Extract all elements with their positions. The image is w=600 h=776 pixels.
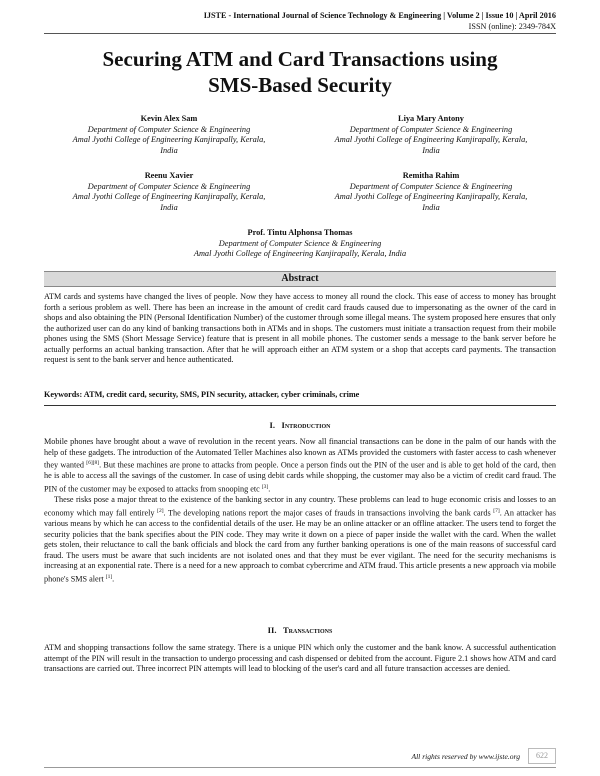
author-country: India [422,202,440,212]
author-college: Amal Jyothi College of Engineering Kanjirapally, Kerala, India [193,249,407,259]
section-body [44,437,556,585]
author-dept: Department of Computer Science & Engineering [349,124,513,134]
author-block [44,114,294,156]
author-name: Prof. Tintu Alphonsa Thomas [247,228,353,237]
paragraph: ATM and shopping transactions follow the same strategy. There is a unique PIN which only the customer and the bank know. A successful authentication attempt of the PIN will result in the transaction to undergo processing and cash dispensed or debited from the account. Figure 2.1 shows how ATM and card transactions are carried out. Three incorrect PIN attempts will lead to blocking of the user's card and all future transaction accesses are denied. [44,643,556,674]
journal-header: IJSTE - International Journal of Science Technology & Engineering | Volume 2 | Issue 10 | April 2016 [203,11,556,20]
author-dept: Department of Computer Science & Engineering [87,181,251,191]
author-college: Amal Jyothi College of Engineering Kanjirapally, Kerala, [334,192,528,202]
author-country: India [160,202,178,212]
paragraph: Mobile phones have brought about a wave of revolution in the recent years. Now all financial transactions can be done in the palm of our hands with the help of these gadgets. The introduction of the Automated Teller Machines also known as ATMs provided the customers with faster access to cash whenever they wanted [6][8]. But these machines are prone to attacks from people. Once a person finds out the PIN of the user and is able to get hold of the card, then he is able to access all the savings of the customer. In case of using debit cards while shopping, the customer may also be a victim of credit card fraud. The PIN of the customer may be exposed to attacks from snooping etc [3]. [44,437,556,494]
header-rule [44,33,556,34]
author-block [306,171,556,213]
author-block [44,171,294,213]
author-dept: Department of Computer Science & Engineering [218,238,382,248]
paragraph: These risks pose a major threat to the existence of the banking sector in any country. These problems can lead to huge economic crisis and losses to an economy which may fall entirely [2]. The developing nations report the major cases of frauds in transactions involving the bank cards [7]. An attacker has various means by which he can access to the confidential details of the user. He may be an online attacker or an offline attacker. The users tend to forget the security policies that the bank specifies about the PIN code. They may write it down on a piece of paper inside the wallet with the card. When the wallet gets stolen, their reluctance to call the bank officials and block the card from any further banking operations is one of the main reasons of successful card fraud. The users must be aware that such incidents are not isolated ones and that they must be ever vigilant. The need for the security mechanisms is increasing at an exponential rate. There is a need for a new approach to combat cybercrime and ATM fraud. This article presents a new approach via mobile phone's SMS alert [1]. [44,495,556,584]
footer-rights: All rights reserved by www.ijste.org [411,752,520,761]
author-name: Remitha Rahim [402,171,460,180]
section-number: I. [269,420,276,430]
keywords: Keywords: ATM, credit card, security, SMS, PIN security, attacker, cyber criminals, crime [44,390,360,399]
section-body [44,643,556,675]
author-college: Amal Jyothi College of Engineering Kanjirapally, Kerala, [72,192,266,202]
issn: ISSN (online): 2349-784X [468,22,556,31]
section-heading [44,420,556,430]
citation: [6][8] [86,460,100,467]
abstract-text: ATM cards and systems have changed the lives of people. Now they have access to money all round the clock. This ease of access to money has brought forth a serious problem as well. There has been an increase in the amount of credit card frauds caused due to impersonating as the owner of the card in shops and also obtaining the PIN (Personal Identification Number) of the customer through some illegal means. The system proposed here ensures that only the authorized user can do any kind of banking transactions both in ATMs and in shops. The customers must initiate a transaction request from their mobile phones using the SMS (Short Message Service) feature that is present in all mobile phones. The customer sends a message to the bank server before he actually performs an actual banking transaction. After that he will approach either an ATM system or a shop that accepts card payments. The transaction request is sent to the bank server and hence authenticated. [44,292,556,365]
section-title: Transactions [282,625,333,635]
author-dept: Department of Computer Science & Engineering [349,181,513,191]
abstract-heading: Abstract [44,271,556,287]
page-number: 622 [528,748,556,764]
author-college: Amal Jyothi College of Engineering Kanjirapally, Kerala, [334,135,528,145]
citation: [1] [105,573,113,580]
author-name: Reenu Xavier [144,171,194,180]
author-block [150,228,450,260]
author-dept: Department of Computer Science & Engineering [87,124,251,134]
author-country: India [422,145,440,155]
paper-title [44,46,556,98]
author-block [306,114,556,156]
section-title: Introduction [281,420,331,430]
title-line-2: SMS-Based Security [208,73,392,97]
author-name: Kevin Alex Sam [140,114,198,123]
author-name: Liya Mary Antony [398,114,464,123]
author-country: India [160,145,178,155]
citation: [3] [261,483,269,490]
footer-rule [44,767,556,768]
keywords-rule [44,405,556,406]
title-line-1: Securing ATM and Card Transactions using [102,47,498,71]
section-heading [44,625,556,635]
citation: [7] [493,507,500,514]
citation: [2] [157,507,164,514]
section-number: II. [267,625,277,635]
author-college: Amal Jyothi College of Engineering Kanjirapally, Kerala, [72,135,266,145]
